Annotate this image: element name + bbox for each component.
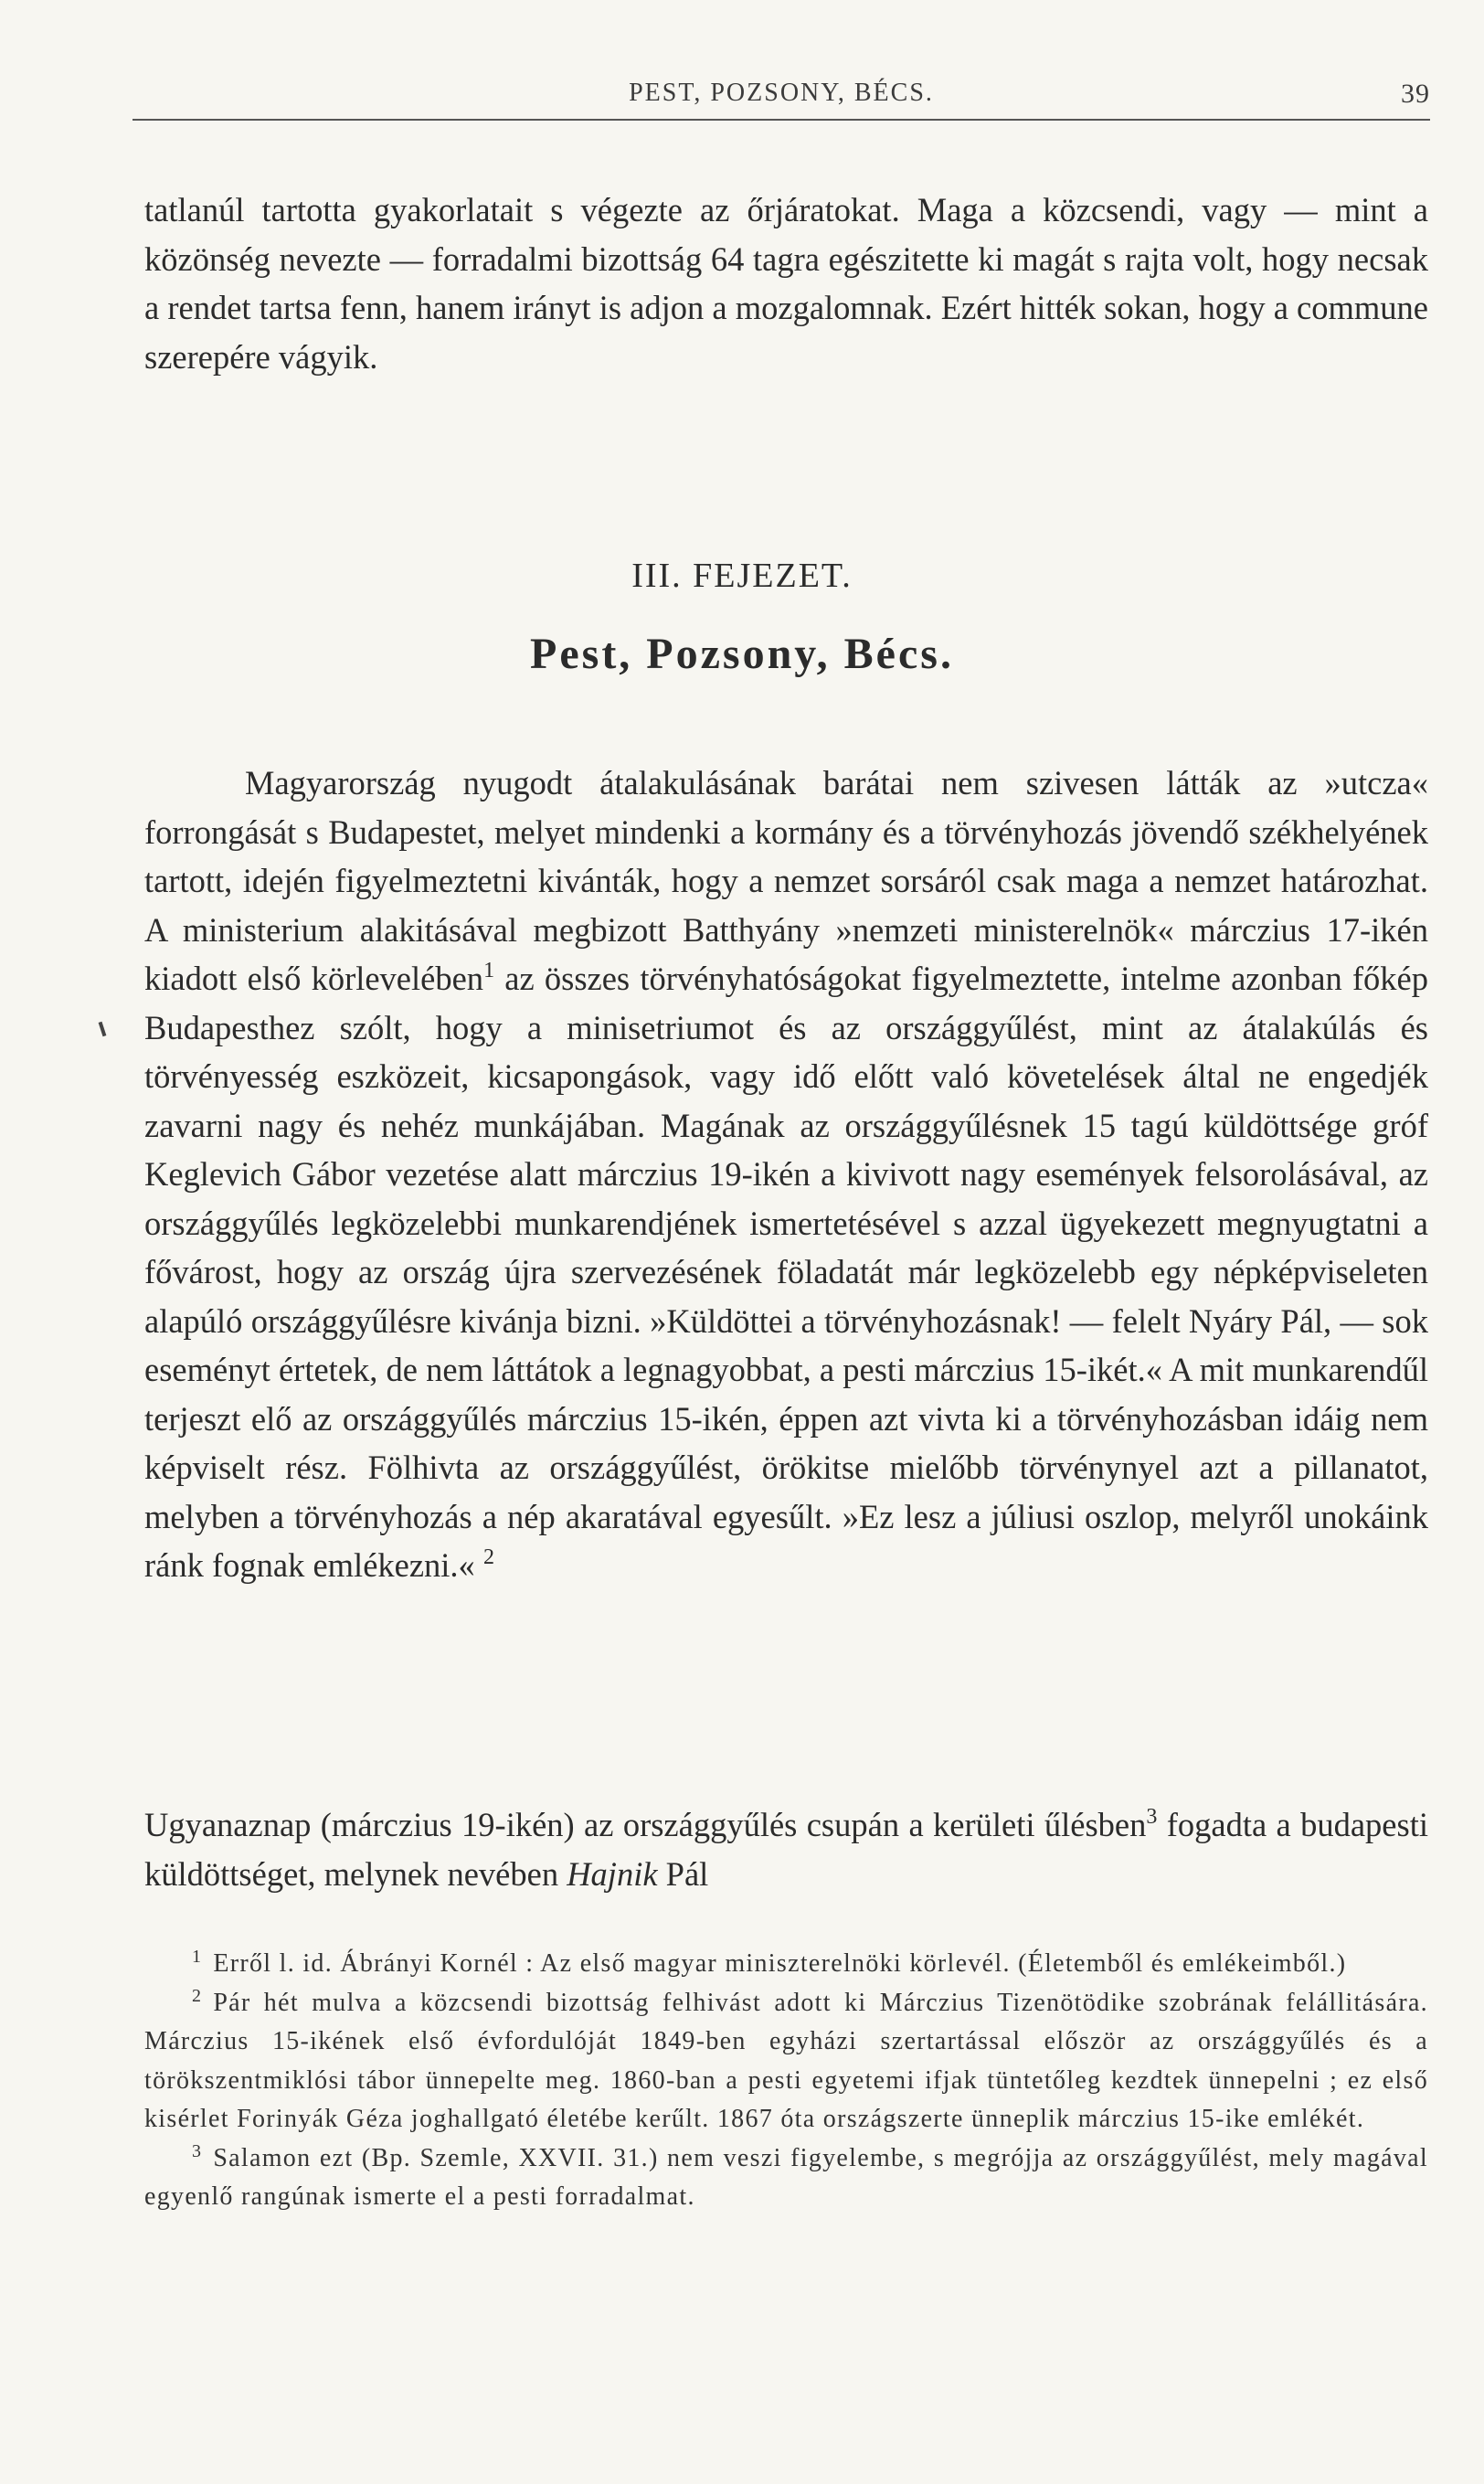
chapter-number: III. FEJEZET. <box>631 557 853 595</box>
footnote <box>144 2139 1428 2217</box>
chapter-title: Pest, Pozsony, Bécs. <box>530 630 954 678</box>
footnote-mark: 3 <box>192 2140 203 2161</box>
running-head <box>132 75 1430 121</box>
footnote-mark: 1 <box>192 1947 203 1967</box>
footnote-text: Erről l. id. Ábrányi Kornél : Az első magyar miniszterelnöki körlevél. (Életemből és emlékeimből.) <box>213 1949 1347 1978</box>
running-head-title: PEST, POZSONY, BÉCS. <box>629 79 934 107</box>
page-number: 39 <box>1401 79 1430 109</box>
margin-mark <box>99 1022 107 1036</box>
footnote-ref-1: 1 <box>483 959 495 982</box>
paragraph-text <box>144 1800 1428 1898</box>
person-name-italic: Hajnik <box>567 1854 658 1893</box>
footnote-ref-3: 3 <box>1146 1805 1158 1829</box>
paragraph-main <box>144 759 1428 1590</box>
footnote <box>144 1984 1428 2139</box>
footnote <box>144 1945 1428 1984</box>
header-rule <box>132 119 1430 121</box>
paragraph-text <box>144 759 1428 1590</box>
paragraph-continued <box>144 186 1428 381</box>
footnote-ref-2: 2 <box>482 1545 494 1569</box>
paragraph-text: tatlanúl tartotta gyakorlatait s végezte az őrjáratokat. Maga a közcsendi, vagy — mint a közönség nevezte — forradalmi bizottság 64 tagra egészitette ki magát s rajta volt, hogy necsak a rendet tartsa fenn, hanem irányt is adjon a mozgalomnak. Ezért hitték sokan, hogy a commune szerepére vágyik. <box>144 191 1428 376</box>
footnote-mark: 2 <box>192 1985 203 2006</box>
paragraph-next <box>144 1800 1428 1898</box>
paragraph-text-part: Pál <box>657 1854 709 1893</box>
paragraph-text-part: Ugyanaznap (márczius 19-ikén) az országgyűlés csupán a kerületi űlésben <box>144 1806 1147 1843</box>
paragraph-text-part: Magyarország nyugodt átalakulásának barátai nem szivesen látták az »utcza« forrongását s Budapestet, melyet mindenki a kormány és a törvényhozás jövendő székhelyének tartott, idején figyelmeztetni kivánták, hogy a nemzet sorsáról csak maga a nemzet határozhat. A ministerium alakitásával megbizott Batthyány »nemzeti ministerelnök« márczius 17-ikén kiadott első körlevelében <box>144 764 1428 997</box>
footnotes <box>144 1945 1428 2217</box>
footnote-text: Salamon ezt (Bp. Szemle, XXVII. 31.) nem veszi figyelembe, s megrójja az országgyűlést, mely magával egyenlő rangúnak ismerte el a pesti forradalmat. <box>144 2143 1428 2211</box>
paragraph-text-part: fogadta a budapesti küldöttséget, melynek nevében <box>144 1806 1428 1893</box>
footnote-text: Pár hét mulva a közcsendi bizottság felhivást adott ki Márczius Tizenötödike szobrának felállitására. Márczius 15-ikének első évfordulóját 1849-ben egyházi szertartással először az országgyűlés és a törökszentmiklósi tábor ünnepelte meg. 1860-ban a pesti egyetemi ifjak tüntetőleg kezdtek ünnepelni ; ez első kisérlet Forinyák Géza joghallgató életébe kerűlt. 1867 óta országszerte ünneplik márczius 15-ike emlékét. <box>144 1988 1428 2133</box>
paragraph-text-part: az összes törvényhatóságokat figyelmeztette, intelme azonban főkép Budapesthez szólt, hogy a minisetriumot és az országgyűlést, mint az átalakúlás és törvényesség eszközeit, kicsapongások, vagy idő előtt való követelések által ne engedjék zavarni nagy és nehéz munkájában. Magának az országgyűlésnek 15 tagú küldöttsége gróf Keglevich Gábor vezetése alatt márczius 19-ikén a kivivott nagy események felsorolásával, az országgyűlés legközelebbi munkarendjének ismertetésével s azzal ügyekezett megnyugtatni a fővárost, hogy az ország újra szervezésének föladatát már legközelebb egy népképviseleten alapúló országgyűlésre kivánja bizni. »Küldöttei a törvényhozásnak! — felelt Nyáry Pál, — sok eseményt értetek, de nem láttátok a legnagyobbat, a pesti márczius 15-ikét.« A mit munkarendűl terjeszt elő az országgyűlés márczius 15-ikén, éppen azt vivta ki a törvényhozásban idáig nem képviselt rész. Fölhivta az országgyűlést, örökitse mielőbb törvénynyel azt a pillanatot, melyben a törvényhozás a nép akaratával egyesűlt. »Ez lesz a júliusi oszlop, melyről unokáink ránk fognak emlékezni.« <box>144 960 1428 1584</box>
